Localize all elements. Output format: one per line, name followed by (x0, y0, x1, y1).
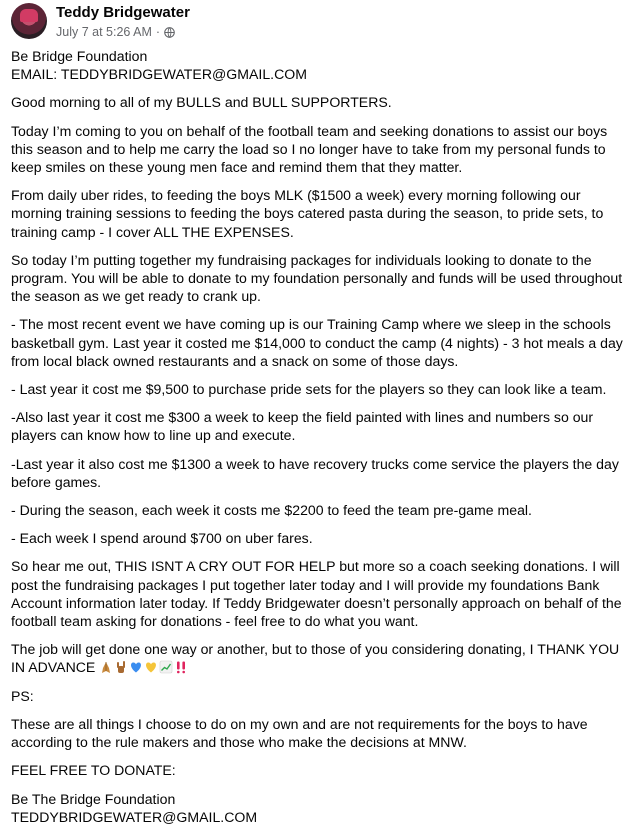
thank-you-paragraph (11, 640, 624, 676)
post-header (11, 0, 624, 47)
post-paragraph: - During the season, each week it costs me $2200 to feed the team pre-game meal. (11, 502, 532, 519)
post-paragraph: From daily uber rides, to feeding the boys MLK ($1500 a week) every morning following our morning training sessions to feeding the boys catered pasta during the season, to pride sets, to training camp - I cover ALL THE EXPENSES. (11, 187, 604, 240)
post-paragraph: So hear me out, THIS ISNT A CRY OUT FOR HELP but more so a coach seeking donations. I will post the fundraising packages I put together later today and I will provide my foundations Bank Account information later today. If Teddy Bridgewater doesn’t personally approach on behalf of the football team asking for donations - feel free to do what you want. (11, 558, 622, 630)
globe-icon[interactable] (164, 27, 175, 38)
post-paragraph: -Also last year it cost me $300 a week to keep the field painted with lines and numbers so our players can know how to line up and execute. (11, 409, 594, 444)
avatar[interactable] (11, 3, 47, 39)
post-meta (56, 3, 190, 40)
double-exclamation-icon (174, 660, 188, 674)
post-paragraph: FEEL FREE TO DONATE: (11, 762, 176, 779)
blue-heart-icon (129, 660, 143, 674)
email-line: EMAIL: TEDDYBRIDGEWATER@GMAIL.COM (11, 66, 307, 83)
org-line: Be Bridge Foundation (11, 48, 148, 64)
closing-org-line: Be The Bridge Foundation (11, 790, 176, 807)
post-paragraph: So today I’m putting together my fundraising packages for individuals looking to donate to the program. You will be able to donate to my foundation personally and funds will be used throughout the season as we get ready to crank up. (11, 251, 623, 305)
post-paragraph: - Last year it cost me $9,500 to purchase pride sets for the players so they can look like a team. (11, 381, 607, 398)
post-paragraph: Good morning to all of my BULLS and BULL SUPPORTERS. (11, 94, 392, 111)
separator-dot: · (155, 25, 161, 39)
post-paragraph: -Last year it also cost me $1300 a week to have recovery trucks come service the players the day before games. (11, 455, 619, 490)
post-body (11, 47, 624, 826)
post-subline (56, 24, 190, 40)
folded-hands-icon (99, 660, 113, 674)
love-you-hand-icon (114, 660, 128, 674)
post-paragraph: - Each week I spend around $700 on uber fares. (11, 530, 313, 547)
author-name[interactable]: Teddy Bridgewater (56, 4, 190, 21)
post-paragraph: PS: (11, 687, 34, 704)
post-paragraph: Today I’m coming to you on behalf of the football team and seeking donations to assist our boys this season and to help me carry the load so I no longer have to take from my personal funds to keep smiles on these young men face and remind them that they matter. (11, 122, 608, 176)
closing-email-line: TEDDYBRIDGEWATER@GMAIL.COM (11, 808, 258, 825)
post-timestamp[interactable]: July 7 at 5:26 AM (56, 25, 152, 39)
post-paragraph: These are all things I choose to do on my own and are not requirements for the boys to have according to the rule makers and those who make the decisions at MNW. (11, 715, 588, 751)
thank-you-text: The job will get done one way or another, but to those of you considering donating, I THANK YOU IN ADVANCE (11, 641, 620, 676)
post-paragraph: - The most recent event we have coming up is our Training Camp where we sleep in the schools basketball gym. Last year it costed me $14,000 to conduct the camp (4 nights) - 3 hot meals a day from local black owned restaurants and a snack on some of those days. (11, 316, 623, 369)
chart-increasing-icon (159, 660, 173, 674)
yellow-heart-icon (144, 660, 158, 674)
